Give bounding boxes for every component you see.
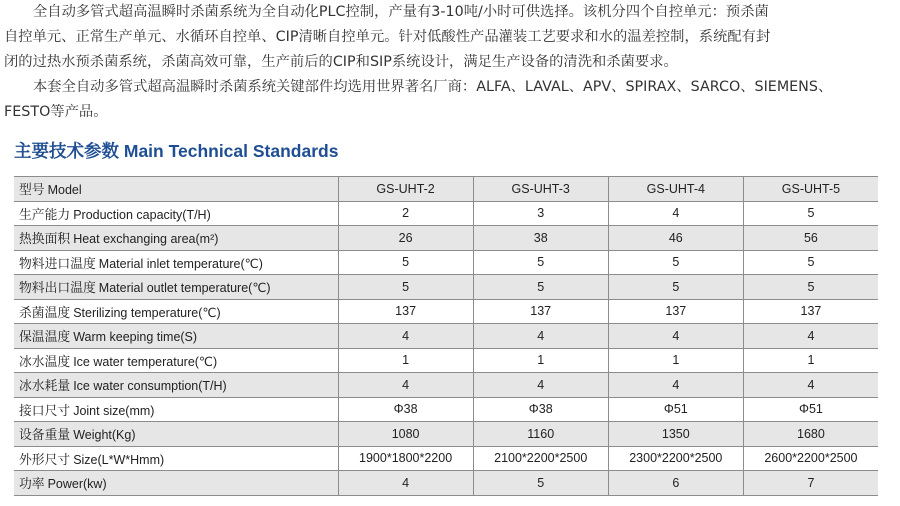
table-row bbox=[14, 471, 878, 496]
table-cell: 1 bbox=[608, 348, 743, 373]
row-label-cn: 外形尺寸 bbox=[19, 452, 71, 468]
row-label-en: Model bbox=[47, 183, 82, 198]
table-row bbox=[14, 446, 878, 471]
row-label bbox=[14, 422, 338, 447]
table-cell: 137 bbox=[338, 299, 473, 324]
row-label bbox=[14, 275, 338, 300]
table-cell: 5 bbox=[338, 275, 473, 300]
table-cell: 5 bbox=[473, 250, 608, 275]
row-label-cn: 生产能力 bbox=[19, 207, 71, 223]
row-label bbox=[14, 397, 338, 422]
table-cell: 137 bbox=[473, 299, 608, 324]
table-cell: 1680 bbox=[743, 422, 878, 447]
row-label bbox=[14, 177, 338, 202]
row-label bbox=[14, 348, 338, 373]
row-label bbox=[14, 250, 338, 275]
table-cell: 4 bbox=[608, 324, 743, 349]
row-label-cn: 冰水温度 bbox=[19, 354, 71, 370]
row-label-cn: 物料进口温度 bbox=[19, 256, 96, 272]
row-label-cn: 接口尺寸 bbox=[19, 403, 71, 419]
table-row bbox=[14, 373, 878, 398]
row-label-cn: 杀菌温度 bbox=[19, 305, 71, 321]
row-label bbox=[14, 324, 338, 349]
table-cell: 6 bbox=[608, 471, 743, 496]
table-cell: GS-UHT-5 bbox=[743, 177, 878, 202]
row-label-en: Ice water consumption(T/H) bbox=[73, 379, 227, 394]
table-row bbox=[14, 201, 878, 226]
row-label-en: Weight(Kg) bbox=[73, 428, 136, 443]
table-row bbox=[14, 324, 878, 349]
row-label-en: Heat exchanging area(m²) bbox=[73, 232, 219, 247]
row-label-cn: 保温温度 bbox=[19, 330, 71, 346]
table-cell: 4 bbox=[473, 373, 608, 398]
table-cell: 46 bbox=[608, 226, 743, 251]
table-row bbox=[14, 226, 878, 251]
table-cell: 4 bbox=[338, 324, 473, 349]
row-label-cn: 功率 bbox=[19, 477, 45, 493]
table-cell: 5 bbox=[608, 275, 743, 300]
table-cell: 5 bbox=[473, 275, 608, 300]
table-cell: Φ51 bbox=[608, 397, 743, 422]
table-cell: 7 bbox=[743, 471, 878, 496]
table-cell: 26 bbox=[338, 226, 473, 251]
row-label-en: Production capacity(T/H) bbox=[73, 207, 211, 222]
table-cell: Φ51 bbox=[743, 397, 878, 422]
table-row bbox=[14, 348, 878, 373]
table-cell: 5 bbox=[473, 471, 608, 496]
table-cell: GS-UHT-3 bbox=[473, 177, 608, 202]
table-cell: GS-UHT-2 bbox=[338, 177, 473, 202]
table-cell: 5 bbox=[338, 250, 473, 275]
table-cell: 1 bbox=[473, 348, 608, 373]
intro-line: FESTO等产品。 bbox=[4, 104, 108, 120]
table-row bbox=[14, 250, 878, 275]
table-cell: 4 bbox=[608, 201, 743, 226]
table-cell: Φ38 bbox=[473, 397, 608, 422]
table-cell: 38 bbox=[473, 226, 608, 251]
row-label-cn: 热换面积 bbox=[19, 232, 71, 248]
row-label-en: Joint size(mm) bbox=[73, 403, 155, 418]
intro-line: 本套全自动多管式超高温瞬时杀菌系统关键部件均选用世界著名厂商：ALFA、LAVAL、APV、SPIRAX、SARCO、SIEMENS、 bbox=[33, 79, 833, 95]
table-cell: 3 bbox=[473, 201, 608, 226]
table-cell: 2600*2200*2500 bbox=[743, 446, 878, 471]
table-cell: 1 bbox=[743, 348, 878, 373]
table-cell: 4 bbox=[338, 373, 473, 398]
row-label-en: Material outlet temperature(℃) bbox=[98, 281, 271, 296]
table-cell: 5 bbox=[743, 275, 878, 300]
intro-line: 全自动多管式超高温瞬时杀菌系统为全自动化PLC控制，产量有3-10吨/小时可供选择。该机分四个自控单元：预杀菌 bbox=[33, 4, 769, 20]
table-cell: 137 bbox=[608, 299, 743, 324]
table-cell: 5 bbox=[743, 250, 878, 275]
intro-line: 自控单元、正常生产单元、水循环自控单、CIP清晰自控单元。针对低酸性产品灌装工艺要求和水的温差控制，系统配有封 bbox=[4, 29, 771, 45]
row-label bbox=[14, 299, 338, 324]
table-row bbox=[14, 397, 878, 422]
row-label bbox=[14, 201, 338, 226]
table-cell: 1900*1800*2200 bbox=[338, 446, 473, 471]
section-title: 主要技术参数 Main Technical Standards bbox=[14, 141, 339, 161]
row-label-en: Size(L*W*Hmm) bbox=[73, 452, 165, 467]
table-cell: 1 bbox=[338, 348, 473, 373]
table-cell: 4 bbox=[473, 324, 608, 349]
row-label bbox=[14, 226, 338, 251]
row-label-en: Ice water temperature(℃) bbox=[73, 354, 218, 369]
row-label bbox=[14, 373, 338, 398]
table-cell: 1080 bbox=[338, 422, 473, 447]
row-label bbox=[14, 446, 338, 471]
table-cell: 4 bbox=[743, 324, 878, 349]
spec-table bbox=[14, 176, 878, 496]
row-label-en: Sterilizing temperature(℃) bbox=[73, 305, 221, 320]
table-cell: 2100*2200*2500 bbox=[473, 446, 608, 471]
row-label-cn: 型号 bbox=[19, 183, 45, 199]
row-label-cn: 设备重量 bbox=[19, 428, 71, 444]
table-cell: 2300*2200*2500 bbox=[608, 446, 743, 471]
table-cell: 5 bbox=[608, 250, 743, 275]
table-row bbox=[14, 422, 878, 447]
intro-paragraph bbox=[0, 0, 900, 125]
table-cell: 4 bbox=[608, 373, 743, 398]
table-row bbox=[14, 275, 878, 300]
table-cell: 1350 bbox=[608, 422, 743, 447]
row-label bbox=[14, 471, 338, 496]
table-cell: GS-UHT-4 bbox=[608, 177, 743, 202]
intro-line: 闭的过热水预杀菌系统，杀菌高效可靠，生产前后的CIP和SIP系统设计，满足生产设备的清洗和杀菌要求。 bbox=[4, 54, 678, 70]
row-label-en: Warm keeping time(S) bbox=[73, 330, 198, 345]
table-cell: Φ38 bbox=[338, 397, 473, 422]
row-label-cn: 冰水耗量 bbox=[19, 379, 71, 395]
table-cell: 4 bbox=[743, 373, 878, 398]
table-row bbox=[14, 299, 878, 324]
table-cell: 2 bbox=[338, 201, 473, 226]
row-label-en: Material inlet temperature(℃) bbox=[98, 256, 263, 271]
row-label-cn: 物料出口温度 bbox=[19, 281, 96, 297]
table-cell: 137 bbox=[743, 299, 878, 324]
table-cell: 5 bbox=[743, 201, 878, 226]
table-cell: 4 bbox=[338, 471, 473, 496]
table-cell: 1160 bbox=[473, 422, 608, 447]
row-label-en: Power(kw) bbox=[47, 477, 107, 492]
table-row bbox=[14, 177, 878, 202]
table-cell: 56 bbox=[743, 226, 878, 251]
